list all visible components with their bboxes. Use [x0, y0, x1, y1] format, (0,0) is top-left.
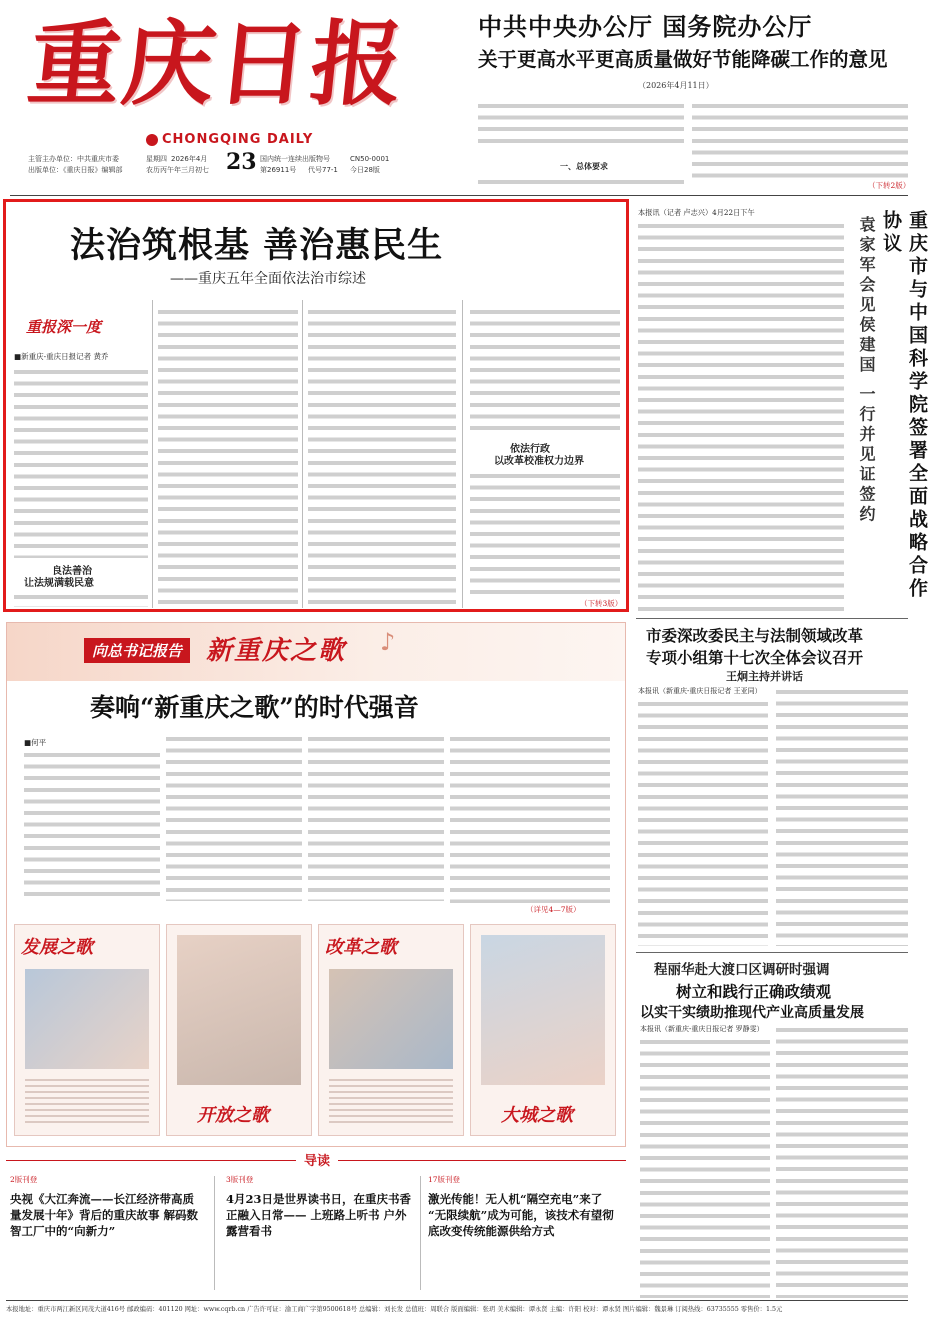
lead-byline: ■新重庆-重庆日报记者 黄乔: [14, 352, 109, 361]
lead-subhead-1b: 让法规满载民意: [24, 578, 94, 589]
lead-col3: [308, 306, 456, 606]
card-image-1: [25, 969, 149, 1069]
guide-item-1[interactable]: [10, 1174, 202, 1292]
song-card-3[interactable]: [318, 924, 464, 1136]
right-story-body: [638, 220, 844, 612]
lead-col2: [158, 306, 298, 606]
cn-code: CN50-0001: [350, 155, 390, 163]
song-title: 奏响“新重庆之歌”的时代强音: [90, 693, 419, 722]
top-headline-col1: [478, 100, 684, 150]
card-text-3: [329, 1075, 453, 1127]
top-headline-col1b: [478, 176, 684, 190]
guide-bar: [6, 1152, 626, 1168]
cn-label: 国内统一连续出版物号: [260, 155, 330, 163]
song-logo: 新重庆之歌: [206, 636, 347, 666]
lead-col4b: [470, 470, 620, 598]
top-headline-1: 中共中央办公厅 国务院办公厅: [478, 12, 813, 41]
right-vertical-title: 重庆市与中国科学院签署全面战略合作协议: [880, 210, 928, 601]
lead-subhead-2b: 以改革校准权力边界: [494, 456, 584, 467]
song-col3: [308, 733, 444, 901]
song-col1: [24, 749, 160, 901]
song-col4: [450, 733, 610, 903]
song-col2: [166, 733, 302, 901]
lead-subtitle: ——重庆五年全面依法治市综述: [170, 271, 366, 287]
logo-icon: [146, 134, 158, 146]
top-headline-2: 关于更高水平更高质量做好节能降碳工作的意见: [478, 48, 888, 71]
lead-subhead-2: 依法行政: [510, 444, 550, 455]
top-headline-dateline: （2026年4月11日）: [638, 81, 714, 90]
top-headline-col2: [692, 100, 908, 182]
lower-right-byline: 本报讯（新重庆-重庆日报记者 罗静雯）: [640, 1025, 764, 1033]
guide-page-2: 3版刊登: [226, 1175, 254, 1184]
lead-jump[interactable]: （下转3版）: [580, 599, 623, 608]
guide-title-1: 央视《大江奔流——长江经济带高质量发展十年》背后的重庆故事 解码数智工厂中的“向新力”: [10, 1192, 199, 1238]
lower-right-col1: [640, 1036, 770, 1298]
card-label-2: 开放之歌: [197, 1105, 269, 1126]
mid-right-byline: 本报讯（新重庆-重庆日报记者 王亚同）: [638, 687, 762, 695]
masthead-rule: [10, 195, 908, 196]
guide-title-2: 4月23日是世界读书日，在重庆书香正融入日常—— 上班路上听书 户外露营看书: [226, 1192, 412, 1238]
top-section-heading: 一、总体要求: [560, 161, 608, 171]
date-month: 2026年4月: [171, 155, 208, 163]
song-card-1[interactable]: [14, 924, 160, 1136]
card-label-4: 大城之歌: [501, 1105, 573, 1126]
card-image-2: [177, 935, 301, 1085]
guide-item-2[interactable]: [226, 1174, 414, 1292]
song-card-4[interactable]: [470, 924, 616, 1136]
column-logo: [26, 316, 134, 338]
lead-col1a: [14, 366, 148, 558]
guide-title-3: 激光传能！无人机“隔空充电”来了 “无限续航”成为可能，该技术有望彻底改变传统能源供给方式: [428, 1192, 614, 1238]
column-logo-text: 重报深一度: [26, 318, 102, 336]
sponsor: 主管主办单位：中共重庆市委: [28, 155, 119, 163]
mid-right-title-2: 专项小组第十七次全体会议召开: [646, 648, 864, 667]
mid-right-col1: [638, 698, 768, 946]
english-name: CHONGQING DAILY: [162, 132, 314, 147]
post-code: 代号77-1: [308, 166, 338, 174]
lower-right-kicker: 程丽华赴大渡口区调研时强调: [654, 962, 830, 978]
song-card-2[interactable]: [166, 924, 312, 1136]
top-headline-jump[interactable]: （下转2版）: [868, 181, 911, 190]
card-image-3: [329, 969, 453, 1069]
card-image-4: [481, 935, 605, 1085]
page-count: 今日28版: [350, 166, 380, 174]
card-label-1: 发展之歌: [21, 937, 93, 958]
song-kicker: 向总书记报告: [84, 638, 190, 663]
date-day: 23: [226, 149, 257, 175]
guide-label: 导读: [296, 1150, 338, 1169]
issue-number: 第26911号: [260, 166, 297, 174]
lower-right-col2: [776, 1024, 908, 1298]
lead-col4a: [470, 306, 620, 436]
song-jump[interactable]: （详见4—7版）: [526, 905, 581, 914]
lower-right-title-2: 以实干实绩助推现代产业高质量发展: [640, 1005, 864, 1021]
card-text-1: [25, 1075, 149, 1127]
weekday: 星期四: [146, 155, 167, 163]
lead-title: 法治筑根基 善治惠民生: [70, 225, 444, 266]
publisher: 出版单位：《重庆日报》编辑部: [28, 166, 123, 174]
masthead-title: 重庆日报: [23, 10, 411, 118]
note-icon: ♪: [380, 628, 396, 656]
guide-item-3[interactable]: [428, 1174, 624, 1292]
guide-page-3: 17版刊登: [428, 1175, 461, 1184]
right-vertical-sub: 袁家军会见侯建国 一行并见证签约: [857, 216, 876, 526]
song-byline: ■何平: [24, 738, 47, 747]
masthead-english: [146, 132, 313, 147]
masthead-info: [28, 149, 468, 190]
lead-subhead-1: 良法善治: [52, 566, 92, 577]
lead-col1b: [14, 591, 148, 607]
card-label-3: 改革之歌: [325, 937, 397, 958]
lunar-date: 农历丙午年三月初七: [146, 166, 209, 174]
right-story-byline: 本报讯（记者 卢志兴）4月22日下午: [638, 208, 755, 217]
mid-right-sub: 王炯主持并讲话: [726, 670, 803, 683]
lower-right-title-1: 树立和践行正确政绩观: [676, 982, 832, 1001]
mid-right-col2: [776, 686, 908, 946]
footer-info: 本报地址：重庆市两江新区同茂大道416号 邮政编码：401120 网址：www.cqrb.cn 广告许可证：渝工商广字第9500618号 总编辑：刘长发 总值班：周联合 版面编辑：张玥 美术编辑：谭永贤 主编：许阳 校对：谭永贤 图片编辑：魏景琳 订阅热线：63735555 零售价：1.5元: [6, 1306, 783, 1313]
guide-page-1: 2版刊登: [10, 1175, 38, 1184]
mid-right-title-1: 市委深改委民主与法制领域改革: [646, 626, 864, 645]
